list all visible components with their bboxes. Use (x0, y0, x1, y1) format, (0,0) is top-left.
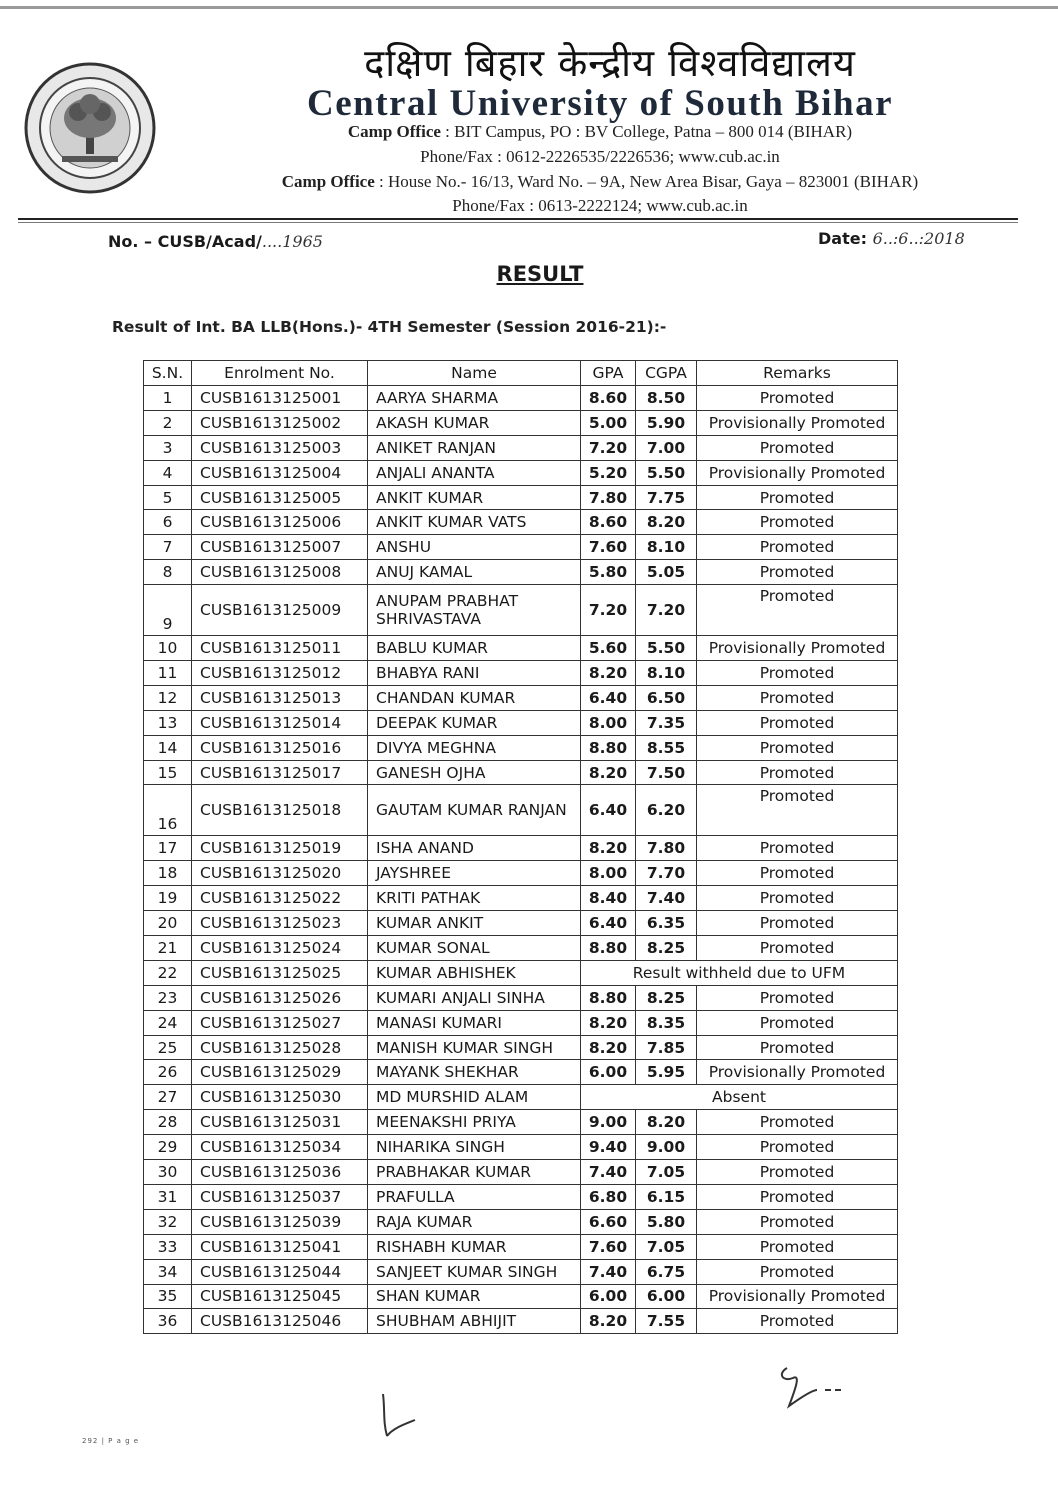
cell-sn: 17 (144, 836, 192, 861)
cell-sn: 5 (144, 485, 192, 510)
cell-cgpa: 7.75 (636, 485, 697, 510)
cell-enrolment: CUSB1613125016 (192, 735, 368, 760)
cell-enrolment: CUSB1613125022 (192, 886, 368, 911)
cell-sn: 10 (144, 636, 192, 661)
cell-gpa: 8.40 (581, 886, 636, 911)
cell-sn: 2 (144, 410, 192, 435)
cell-enrolment: CUSB1613125017 (192, 760, 368, 785)
date-value: 6..:6..:2018 (872, 229, 965, 248)
result-subtitle: Result of Int. BA LLB(Hons.)- 4TH Semester (Session 2016-21):- (112, 318, 667, 336)
cell-gpa: 9.40 (581, 1135, 636, 1160)
cell-name: ANUPAM PRABHAT SHRIVASTAVA (368, 585, 581, 636)
cell-enrolment: CUSB1613125034 (192, 1135, 368, 1160)
table-row (144, 1284, 898, 1309)
cell-gpa: 6.40 (581, 785, 636, 836)
cell-result-note: Result withheld due to UFM (581, 960, 898, 985)
cell-remarks: Promoted (697, 1184, 898, 1209)
cell-name: KRITI PATHAK (368, 886, 581, 911)
cell-name: ANJALI ANANTA (368, 460, 581, 485)
cell-enrolment: CUSB1613125012 (192, 661, 368, 686)
cell-sn: 20 (144, 911, 192, 936)
table-row (144, 585, 898, 636)
table-row (144, 861, 898, 886)
cell-remarks: Promoted (697, 1035, 898, 1060)
cell-gpa: 9.00 (581, 1110, 636, 1135)
cell-cgpa: 8.25 (636, 936, 697, 961)
cell-gpa: 8.20 (581, 1035, 636, 1060)
cell-sn: 33 (144, 1234, 192, 1259)
table-row (144, 410, 898, 435)
header-cgpa: CGPA (636, 361, 697, 386)
cell-name: RAJA KUMAR (368, 1209, 581, 1234)
header-rule (18, 218, 1018, 220)
reference-prefix: No. – CUSB/Acad/ (108, 232, 262, 251)
cell-sn: 22 (144, 960, 192, 985)
cell-cgpa: 7.35 (636, 710, 697, 735)
cell-sn: 23 (144, 985, 192, 1010)
cell-name: SHAN KUMAR (368, 1284, 581, 1309)
cell-gpa: 8.60 (581, 510, 636, 535)
cell-cgpa: 5.50 (636, 460, 697, 485)
cell-enrolment: CUSB1613125036 (192, 1160, 368, 1185)
table-row (144, 1135, 898, 1160)
cell-remarks: Promoted (697, 911, 898, 936)
cell-gpa: 6.00 (581, 1060, 636, 1085)
table-row (144, 685, 898, 710)
cell-remarks: Provisionally Promoted (697, 410, 898, 435)
table-row (144, 960, 898, 985)
cell-cgpa: 7.80 (636, 836, 697, 861)
table-body (144, 386, 898, 1334)
cell-sn: 11 (144, 661, 192, 686)
table-row (144, 386, 898, 411)
cell-gpa: 8.20 (581, 661, 636, 686)
cell-name: KUMAR SONAL (368, 936, 581, 961)
table-row (144, 435, 898, 460)
cell-enrolment: CUSB1613125030 (192, 1085, 368, 1110)
table-row (144, 710, 898, 735)
cell-remarks: Promoted (697, 535, 898, 560)
table-row (144, 1209, 898, 1234)
cell-name: GAUTAM KUMAR RANJAN (368, 785, 581, 836)
cell-remarks: Promoted (697, 1309, 898, 1334)
cell-sn: 26 (144, 1060, 192, 1085)
cell-cgpa: 7.20 (636, 585, 697, 636)
cell-remarks: Provisionally Promoted (697, 1060, 898, 1085)
cell-remarks: Promoted (697, 1010, 898, 1035)
cell-name: NIHARIKA SINGH (368, 1135, 581, 1160)
table-row (144, 886, 898, 911)
cell-cgpa: 8.35 (636, 1010, 697, 1035)
cell-cgpa: 5.95 (636, 1060, 697, 1085)
phone-patna: Phone/Fax : 0612-2226535/2226536; www.cub.ac.in (420, 147, 780, 166)
cell-enrolment: CUSB1613125018 (192, 785, 368, 836)
cell-gpa: 7.20 (581, 435, 636, 460)
cell-remarks: Promoted (697, 1135, 898, 1160)
cell-gpa: 8.20 (581, 836, 636, 861)
cell-remarks: Promoted (697, 760, 898, 785)
cell-gpa: 5.00 (581, 410, 636, 435)
cell-sn: 7 (144, 535, 192, 560)
cell-remarks: Promoted (697, 685, 898, 710)
cell-cgpa: 6.35 (636, 911, 697, 936)
table-row (144, 1010, 898, 1035)
cell-gpa: 7.40 (581, 1259, 636, 1284)
cell-cgpa: 5.90 (636, 410, 697, 435)
cell-cgpa: 6.75 (636, 1259, 697, 1284)
cell-cgpa: 5.80 (636, 1209, 697, 1234)
cell-name: RISHABH KUMAR (368, 1234, 581, 1259)
cell-gpa: 8.00 (581, 710, 636, 735)
page-footer: 292 | P a g e (82, 1437, 140, 1445)
cell-name: ANIKET RANJAN (368, 435, 581, 460)
cell-remarks: Promoted (697, 1110, 898, 1135)
table-row (144, 936, 898, 961)
header-gpa: GPA (581, 361, 636, 386)
cell-enrolment: CUSB1613125027 (192, 1010, 368, 1035)
cell-sn: 12 (144, 685, 192, 710)
cell-enrolment: CUSB1613125025 (192, 960, 368, 985)
address-gaya (150, 172, 1050, 192)
table-row (144, 985, 898, 1010)
cell-sn: 1 (144, 386, 192, 411)
cell-cgpa: 8.10 (636, 535, 697, 560)
cell-enrolment: CUSB1613125005 (192, 485, 368, 510)
header-rule-thin (18, 222, 1018, 223)
cell-sn: 32 (144, 1209, 192, 1234)
cell-sn: 21 (144, 936, 192, 961)
table-row (144, 1184, 898, 1209)
cell-sn: 15 (144, 760, 192, 785)
table-row (144, 510, 898, 535)
table-row (144, 535, 898, 560)
cell-cgpa: 9.00 (636, 1135, 697, 1160)
cell-gpa: 7.80 (581, 485, 636, 510)
cell-name: JAYSHREE (368, 861, 581, 886)
cell-enrolment: CUSB1613125007 (192, 535, 368, 560)
cell-sn: 24 (144, 1010, 192, 1035)
header-name: Name (368, 361, 581, 386)
cell-gpa: 7.60 (581, 535, 636, 560)
cell-gpa: 5.60 (581, 636, 636, 661)
cell-gpa: 6.40 (581, 685, 636, 710)
reference-handwritten: ....1965 (261, 232, 323, 251)
cell-sn: 34 (144, 1259, 192, 1284)
cell-gpa: 8.20 (581, 1309, 636, 1334)
cell-remarks: Promoted (697, 386, 898, 411)
university-name-english: Central University of South Bihar (307, 83, 893, 124)
table-row (144, 836, 898, 861)
address-patna (150, 122, 1050, 142)
cell-remarks: Promoted (697, 861, 898, 886)
table-row (144, 1309, 898, 1334)
cell-gpa: 8.20 (581, 760, 636, 785)
cell-gpa: 7.40 (581, 1160, 636, 1185)
cell-cgpa: 8.50 (636, 386, 697, 411)
cell-cgpa: 8.55 (636, 735, 697, 760)
cell-sn: 4 (144, 460, 192, 485)
cell-name: CHANDAN KUMAR (368, 685, 581, 710)
cell-cgpa: 6.20 (636, 785, 697, 836)
cell-cgpa: 7.05 (636, 1160, 697, 1185)
cell-remarks: Promoted (697, 836, 898, 861)
cell-cgpa: 7.00 (636, 435, 697, 460)
cell-cgpa: 7.40 (636, 886, 697, 911)
cell-remarks: Provisionally Promoted (697, 460, 898, 485)
cell-cgpa: 7.05 (636, 1234, 697, 1259)
cell-sn: 31 (144, 1184, 192, 1209)
cell-enrolment: CUSB1613125037 (192, 1184, 368, 1209)
table-row (144, 911, 898, 936)
cell-enrolment: CUSB1613125029 (192, 1060, 368, 1085)
cell-enrolment: CUSB1613125041 (192, 1234, 368, 1259)
cell-enrolment: CUSB1613125008 (192, 560, 368, 585)
cell-name: MANISH KUMAR SINGH (368, 1035, 581, 1060)
cell-name: PRABHAKAR KUMAR (368, 1160, 581, 1185)
cell-sn: 18 (144, 861, 192, 886)
cell-cgpa: 8.10 (636, 661, 697, 686)
cell-name: ANSHU (368, 535, 581, 560)
cell-remarks: Promoted (697, 510, 898, 535)
table-row (144, 1234, 898, 1259)
cell-enrolment: CUSB1613125026 (192, 985, 368, 1010)
cell-enrolment: CUSB1613125031 (192, 1110, 368, 1135)
cell-gpa: 5.20 (581, 460, 636, 485)
reference-number (108, 232, 323, 251)
cell-enrolment: CUSB1613125045 (192, 1284, 368, 1309)
cell-enrolment: CUSB1613125028 (192, 1035, 368, 1060)
cell-sn: 8 (144, 560, 192, 585)
cell-gpa: 8.80 (581, 735, 636, 760)
cell-enrolment: CUSB1613125023 (192, 911, 368, 936)
document-date (818, 229, 965, 248)
cell-cgpa: 6.00 (636, 1284, 697, 1309)
cell-sn: 6 (144, 510, 192, 535)
header-remarks: Remarks (697, 361, 898, 386)
cell-name: KUMAR ANKIT (368, 911, 581, 936)
cell-enrolment: CUSB1613125024 (192, 936, 368, 961)
table-row (144, 1110, 898, 1135)
cell-enrolment: CUSB1613125044 (192, 1259, 368, 1284)
cell-sn: 14 (144, 735, 192, 760)
cell-enrolment: CUSB1613125039 (192, 1209, 368, 1234)
cell-gpa: 7.20 (581, 585, 636, 636)
cell-enrolment: CUSB1613125014 (192, 710, 368, 735)
cell-enrolment: CUSB1613125006 (192, 510, 368, 535)
cell-name: MEENAKSHI PRIYA (368, 1110, 581, 1135)
cell-remarks: Promoted (697, 1234, 898, 1259)
cell-sn: 35 (144, 1284, 192, 1309)
cell-sn: 25 (144, 1035, 192, 1060)
cell-result-note: Absent (581, 1085, 898, 1110)
cell-gpa: 5.80 (581, 560, 636, 585)
cell-name: ANKIT KUMAR (368, 485, 581, 510)
phone-gaya: Phone/Fax : 0613-2222124; www.cub.ac.in (452, 196, 748, 215)
cell-sn: 3 (144, 435, 192, 460)
cell-name: KUMAR ABHISHEK (368, 960, 581, 985)
table-row (144, 636, 898, 661)
cell-remarks: Promoted (697, 661, 898, 686)
cell-sn: 27 (144, 1085, 192, 1110)
cell-remarks: Provisionally Promoted (697, 1284, 898, 1309)
university-seal-logo (22, 60, 158, 196)
cell-gpa: 8.20 (581, 1010, 636, 1035)
cell-enrolment: CUSB1613125020 (192, 861, 368, 886)
camp-office-label-2: Camp Office (281, 172, 375, 191)
cell-enrolment: CUSB1613125019 (192, 836, 368, 861)
cell-name: ISHA ANAND (368, 836, 581, 861)
cell-name: MD MURSHID ALAM (368, 1085, 581, 1110)
cell-name: AARYA SHARMA (368, 386, 581, 411)
cell-name: BHABYA RANI (368, 661, 581, 686)
cell-remarks: Promoted (697, 985, 898, 1010)
cell-remarks: Promoted (697, 710, 898, 735)
cell-name: MANASI KUMARI (368, 1010, 581, 1035)
cell-remarks: Promoted (697, 1209, 898, 1234)
result-table (143, 360, 898, 1334)
cell-cgpa: 6.15 (636, 1184, 697, 1209)
table-row (144, 1160, 898, 1185)
cell-name: ANKIT KUMAR VATS (368, 510, 581, 535)
cell-gpa: 8.80 (581, 936, 636, 961)
table-row (144, 661, 898, 686)
cell-sn: 19 (144, 886, 192, 911)
table-row (144, 485, 898, 510)
cell-enrolment: CUSB1613125002 (192, 410, 368, 435)
table-row (144, 785, 898, 836)
cell-enrolment: CUSB1613125004 (192, 460, 368, 485)
cell-gpa: 7.60 (581, 1234, 636, 1259)
table-row (144, 735, 898, 760)
cell-enrolment: CUSB1613125001 (192, 386, 368, 411)
cell-gpa: 6.60 (581, 1209, 636, 1234)
cell-sn: 16 (144, 785, 192, 836)
cell-name: AKASH KUMAR (368, 410, 581, 435)
cell-sn: 36 (144, 1309, 192, 1334)
table-row (144, 760, 898, 785)
cell-name: BABLU KUMAR (368, 636, 581, 661)
cell-remarks: Promoted (697, 1160, 898, 1185)
cell-remarks: Promoted (697, 936, 898, 961)
cell-remarks: Promoted (697, 560, 898, 585)
cell-name: DIVYA MEGHNA (368, 735, 581, 760)
cell-sn: 28 (144, 1110, 192, 1135)
cell-name: SANJEET KUMAR SINGH (368, 1259, 581, 1284)
cell-cgpa: 8.20 (636, 510, 697, 535)
page-title: RESULT (496, 262, 584, 286)
table-row (144, 1035, 898, 1060)
signature-1 (375, 1390, 425, 1440)
cell-name: KUMARI ANJALI SINHA (368, 985, 581, 1010)
table-row (144, 1060, 898, 1085)
cell-gpa: 8.00 (581, 861, 636, 886)
header-enrolment: Enrolment No. (192, 361, 368, 386)
cell-cgpa: 7.55 (636, 1309, 697, 1334)
cell-cgpa: 7.85 (636, 1035, 697, 1060)
cell-remarks: Promoted (697, 435, 898, 460)
cell-enrolment: CUSB1613125013 (192, 685, 368, 710)
cell-gpa: 8.60 (581, 386, 636, 411)
cell-cgpa: 7.50 (636, 760, 697, 785)
cell-sn: 30 (144, 1160, 192, 1185)
cell-cgpa: 8.25 (636, 985, 697, 1010)
table-header-row (144, 361, 898, 386)
cell-gpa: 6.80 (581, 1184, 636, 1209)
table-row (144, 1085, 898, 1110)
cell-gpa: 8.80 (581, 985, 636, 1010)
cell-remarks: Promoted (697, 1259, 898, 1284)
cell-remarks: Promoted (697, 585, 898, 636)
address-gaya-text: : House No.- 16/13, Ward No. – 9A, New Area Bisar, Gaya – 823001 (BIHAR) (379, 172, 919, 191)
cell-remarks: Promoted (697, 785, 898, 836)
cell-enrolment: CUSB1613125046 (192, 1309, 368, 1334)
cell-sn: 13 (144, 710, 192, 735)
cell-name: PRAFULLA (368, 1184, 581, 1209)
cell-enrolment: CUSB1613125011 (192, 636, 368, 661)
cell-name: GANESH OJHA (368, 760, 581, 785)
cell-remarks: Promoted (697, 886, 898, 911)
cell-cgpa: 7.70 (636, 861, 697, 886)
cell-gpa: 6.00 (581, 1284, 636, 1309)
cell-cgpa: 8.20 (636, 1110, 697, 1135)
cell-sn: 29 (144, 1135, 192, 1160)
cell-gpa: 6.40 (581, 911, 636, 936)
cell-remarks: Promoted (697, 485, 898, 510)
address-patna-text: : BIT Campus, PO : BV College, Patna – 800 014 (BIHAR) (445, 122, 853, 141)
cell-name: SHUBHAM ABHIJIT (368, 1309, 581, 1334)
header-sn: S.N. (144, 361, 192, 386)
cell-name: MAYANK SHEKHAR (368, 1060, 581, 1085)
date-label: Date: (818, 229, 867, 248)
cell-cgpa: 6.50 (636, 685, 697, 710)
signature-2 (773, 1360, 863, 1420)
cell-name: ANUJ KAMAL (368, 560, 581, 585)
cell-cgpa: 5.05 (636, 560, 697, 585)
table-row (144, 460, 898, 485)
cell-enrolment: CUSB1613125009 (192, 585, 368, 636)
top-border-line (0, 6, 1058, 9)
cell-name: DEEPAK KUMAR (368, 710, 581, 735)
camp-office-label: Camp Office (347, 122, 441, 141)
university-name-hindi: दक्षिण बिहार केन्द्रीय विश्वविद्यालय (364, 41, 856, 85)
cell-cgpa: 5.50 (636, 636, 697, 661)
cell-remarks: Promoted (697, 735, 898, 760)
table-row (144, 1259, 898, 1284)
table-row (144, 560, 898, 585)
cell-enrolment: CUSB1613125003 (192, 435, 368, 460)
cell-remarks: Provisionally Promoted (697, 636, 898, 661)
cell-sn: 9 (144, 585, 192, 636)
